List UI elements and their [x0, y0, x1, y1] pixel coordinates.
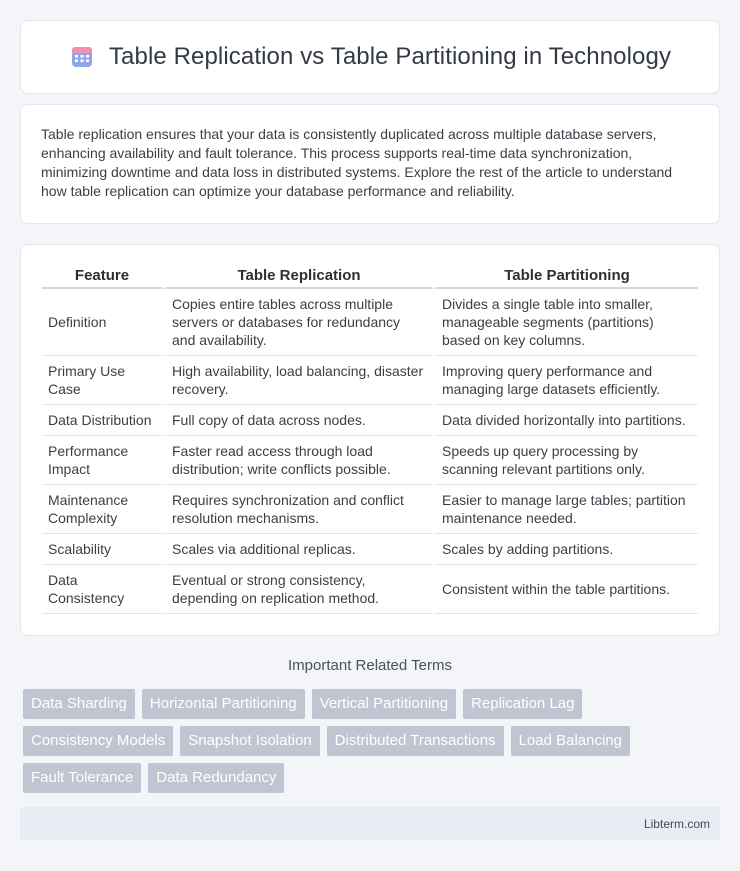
row-partitioning: Improving query performance and managing large datasets efficiently.	[432, 356, 698, 405]
row-replication: Full copy of data across nodes.	[162, 405, 432, 436]
header-feature: Feature	[42, 267, 162, 289]
row-partitioning: Consistent within the table partitions.	[432, 565, 698, 614]
table-row	[42, 436, 698, 485]
header-table-partitioning: Table Partitioning	[432, 267, 698, 289]
row-partitioning: Scales by adding partitions.	[432, 534, 698, 565]
comparison-table	[42, 267, 698, 614]
row-feature: Data Consistency	[42, 565, 162, 614]
row-partitioning: Divides a single table into smaller, manageable segments (partitions) based on key columns.	[432, 289, 698, 356]
row-replication: Faster read access through load distribution; write conflicts possible.	[162, 436, 432, 485]
table-row	[42, 356, 698, 405]
tag-data-sharding[interactable]: Data Sharding	[23, 689, 135, 719]
related-terms-title: Important Related Terms	[288, 657, 452, 674]
footer	[20, 807, 720, 840]
row-replication: Requires synchronization and conflict resolution mechanisms.	[162, 485, 432, 534]
spreadsheet-icon	[69, 44, 95, 70]
intro-card	[20, 104, 720, 224]
row-partitioning: Easier to manage large tables; partition maintenance needed.	[432, 485, 698, 534]
row-feature: Maintenance Complexity	[42, 485, 162, 534]
row-partitioning: Data divided horizontally into partitions.	[432, 405, 698, 436]
tag-consistency-models[interactable]: Consistency Models	[23, 726, 173, 756]
row-partitioning: Speeds up query processing by scanning relevant partitions only.	[432, 436, 698, 485]
header-card	[20, 20, 720, 94]
comparison-table-card	[20, 244, 720, 636]
table-row	[42, 405, 698, 436]
row-replication: Eventual or strong consistency, depending on replication method.	[162, 565, 432, 614]
table-row	[42, 565, 698, 614]
tag-horizontal-partitioning[interactable]: Horizontal Partitioning	[142, 689, 305, 719]
row-replication: High availability, load balancing, disaster recovery.	[162, 356, 432, 405]
header-table-replication: Table Replication	[162, 267, 432, 289]
table-row	[42, 534, 698, 565]
tag-distributed-transactions[interactable]: Distributed Transactions	[327, 726, 504, 756]
row-replication: Scales via additional replicas.	[162, 534, 432, 565]
tag-load-balancing[interactable]: Load Balancing	[511, 726, 630, 756]
row-feature: Primary Use Case	[42, 356, 162, 405]
table-row	[42, 485, 698, 534]
tag-data-redundancy[interactable]: Data Redundancy	[148, 763, 284, 793]
footer-site-link[interactable]: Libterm.com	[643, 816, 710, 831]
table-header-row	[42, 267, 698, 289]
row-replication: Copies entire tables across multiple servers or databases for redundancy and availability.	[162, 289, 432, 356]
tag-replication-lag[interactable]: Replication Lag	[463, 689, 582, 719]
page-title: Table Replication vs Table Partitioning in Technology	[108, 43, 672, 70]
row-feature: Performance Impact	[42, 436, 162, 485]
table-row	[42, 289, 698, 356]
related-terms-tags	[23, 689, 723, 793]
intro-paragraph: Table replication ensures that your data is consistently duplicated across multiple database servers, enhancing availability and fault tolerance. This process supports real-time data synchronization, minimizing downtime and data loss in distributed systems. Explore the rest of the article to understand how table replication can optimize your database performance and reliability.	[41, 126, 673, 199]
tag-vertical-partitioning[interactable]: Vertical Partitioning	[312, 689, 456, 719]
tag-fault-tolerance[interactable]: Fault Tolerance	[23, 763, 141, 793]
row-feature: Scalability	[42, 534, 162, 565]
tag-snapshot-isolation[interactable]: Snapshot Isolation	[180, 726, 319, 756]
row-feature: Data Distribution	[42, 405, 162, 436]
row-feature: Definition	[42, 289, 162, 356]
